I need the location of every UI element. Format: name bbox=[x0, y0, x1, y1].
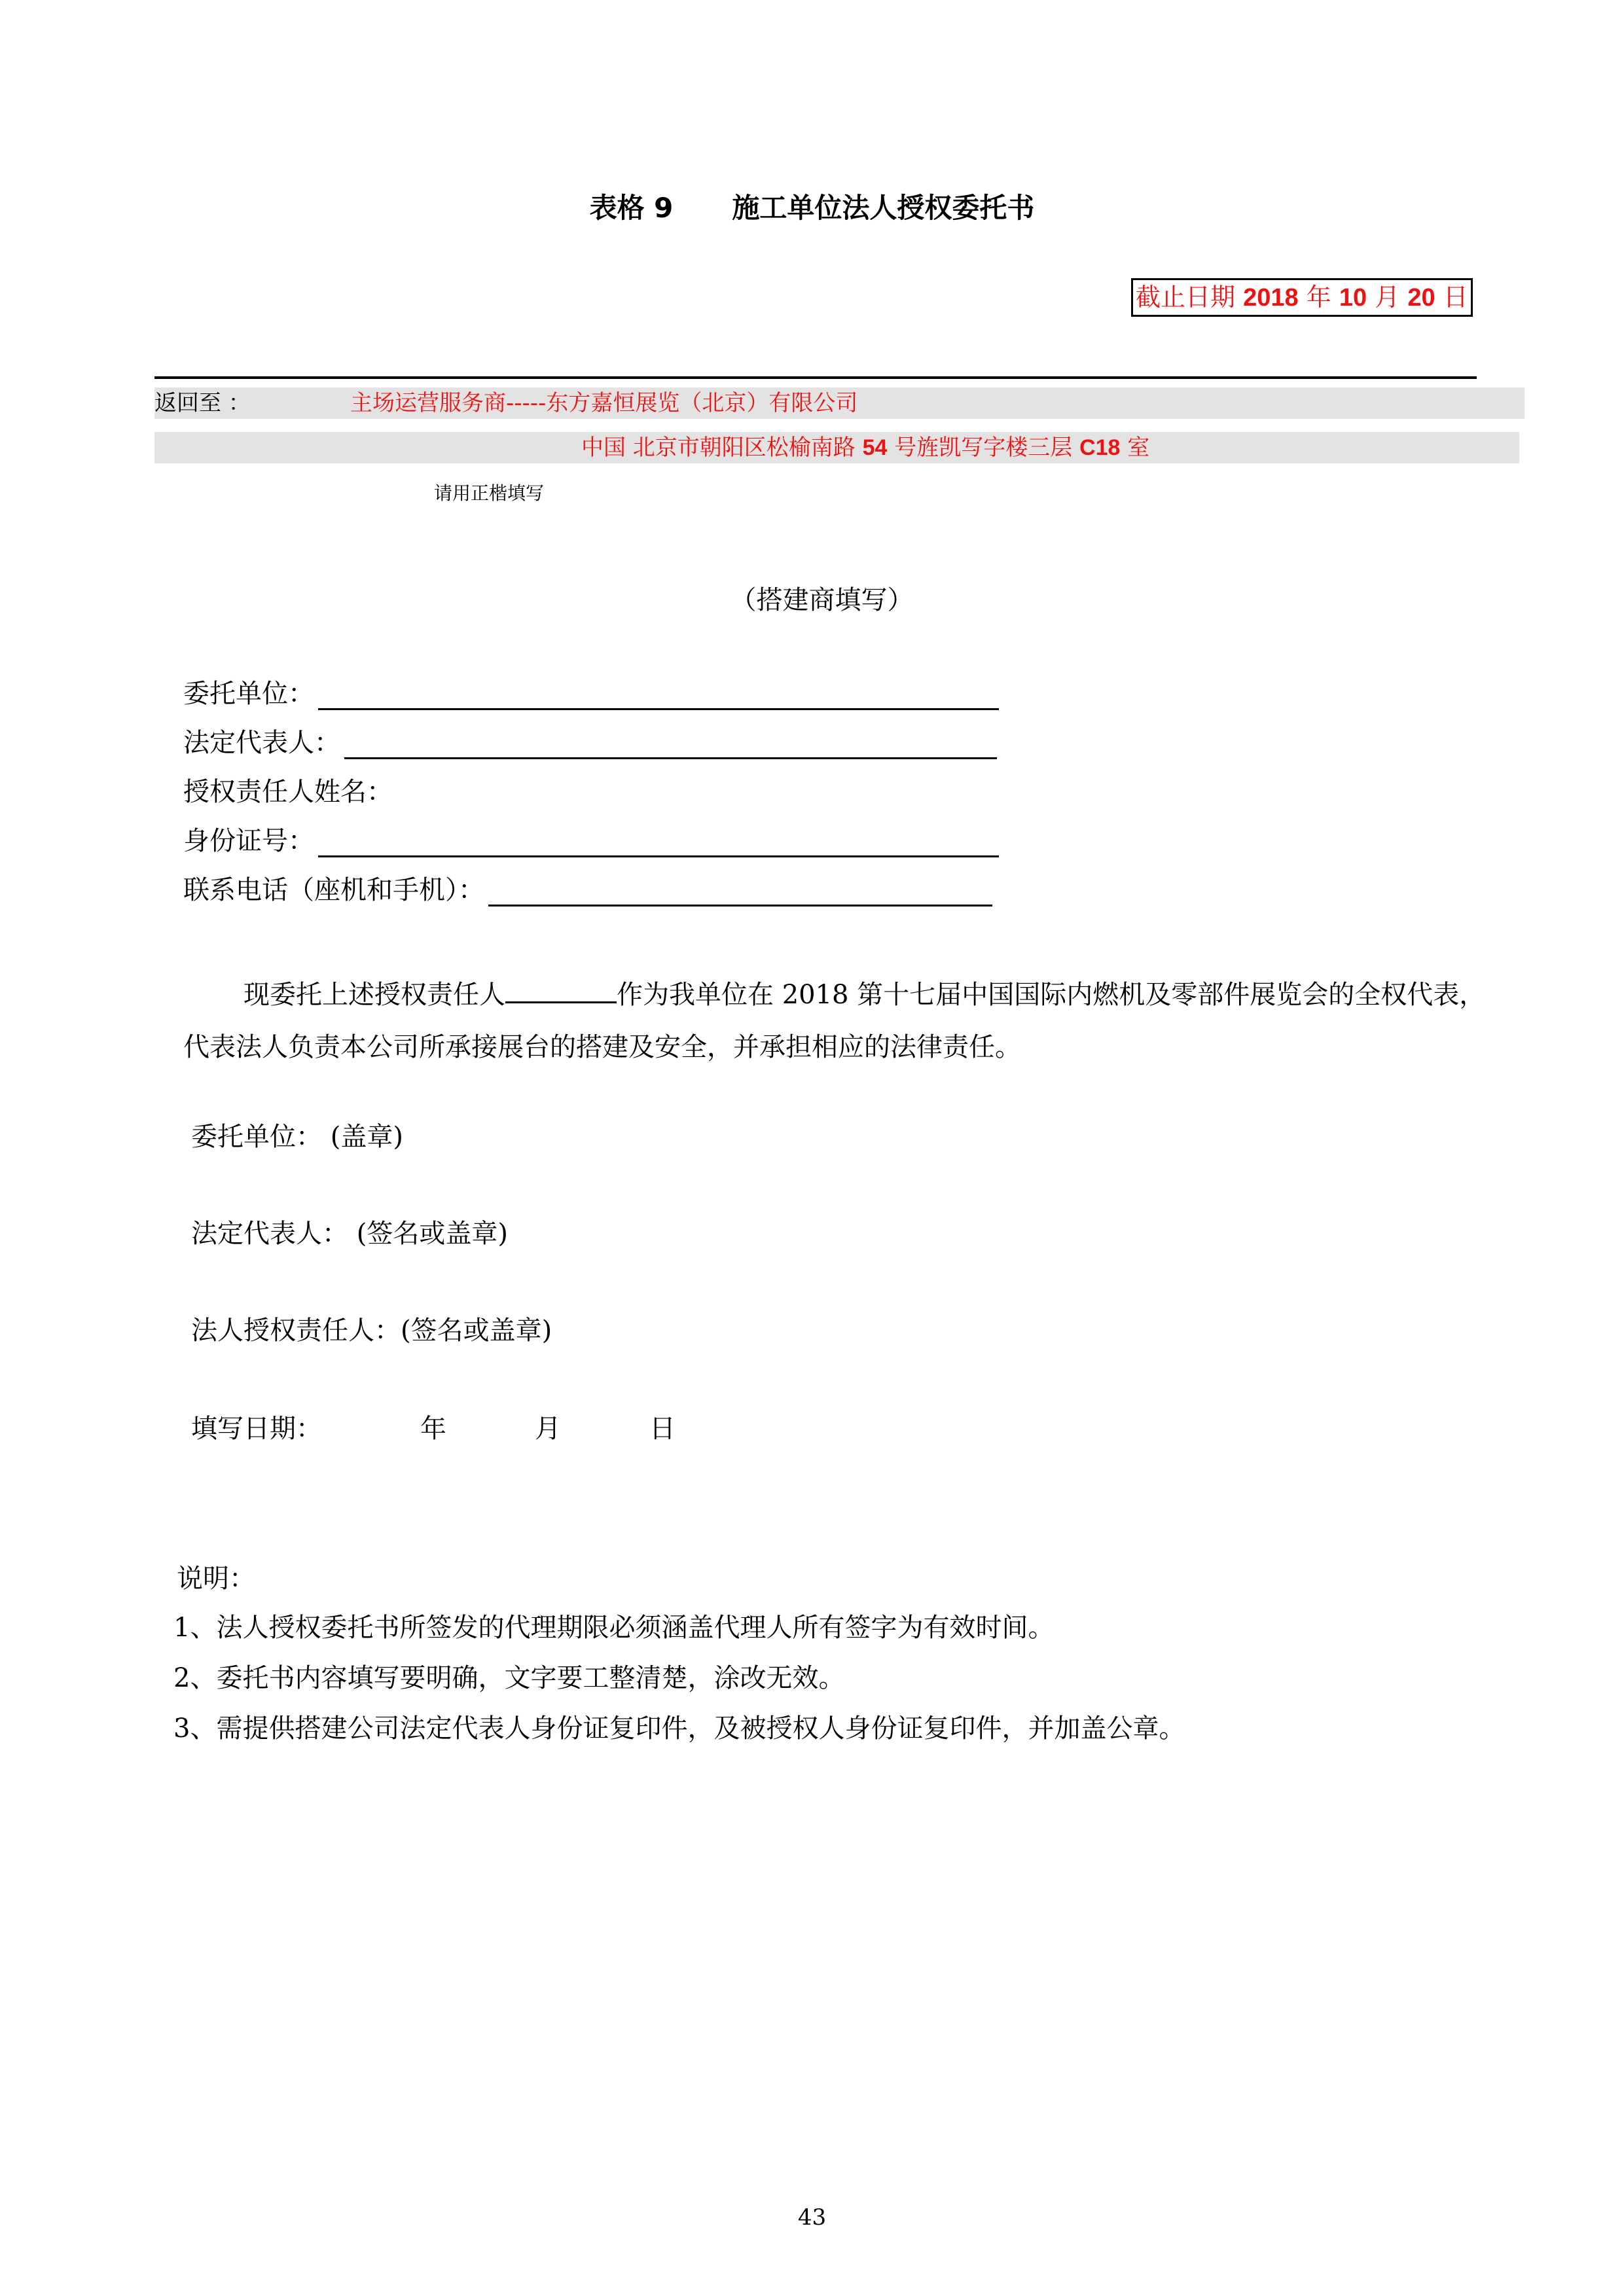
handwriting-hint: 请用正楷填写 bbox=[434, 482, 545, 504]
title-prefix: 表格 9 bbox=[589, 192, 674, 224]
signature-label: 法定代表人： bbox=[191, 1219, 348, 1249]
signature-entrusting-unit bbox=[191, 1121, 403, 1153]
authorized-person-blank[interactable] bbox=[505, 978, 617, 1003]
deadline-label: 截止日期 bbox=[1136, 283, 1236, 312]
deadline-day: 20 bbox=[1407, 284, 1435, 312]
signature-authorized-person bbox=[191, 1314, 552, 1347]
deadline-year: 2018 bbox=[1243, 284, 1299, 312]
note-item: 2、委托书内容填写要明确，文字要工整清楚，涂改无效。 bbox=[173, 1663, 845, 1693]
return-to-label: 返回至 ： bbox=[154, 390, 251, 416]
fill-date-month: 月 bbox=[535, 1414, 561, 1444]
id-number-input[interactable] bbox=[318, 831, 999, 857]
signature-label: 委托单位： bbox=[191, 1122, 322, 1152]
paragraph-before-blank: 现委托上述授权责任人 bbox=[244, 980, 505, 1010]
field-contact-phone bbox=[183, 874, 992, 906]
field-label: 身份证号： bbox=[183, 826, 314, 856]
address-part2: 号旌凯写字楼三层 bbox=[887, 435, 1080, 461]
title-main: 施工单位法人授权委托书 bbox=[732, 192, 1035, 224]
deadline-month-unit: 月 bbox=[1375, 283, 1400, 312]
address-part3: 室 bbox=[1120, 435, 1150, 461]
field-legal-representative bbox=[183, 726, 997, 759]
legal-representative-input[interactable] bbox=[344, 732, 997, 759]
field-label: 授权责任人姓名： bbox=[183, 777, 393, 807]
return-to-company: 主场运营服务商-----东方嘉恒展览（北京）有限公司 bbox=[350, 390, 858, 416]
deadline-box bbox=[1131, 278, 1473, 317]
field-label: 委托单位： bbox=[183, 679, 314, 709]
signature-note: (签名或盖章) bbox=[356, 1219, 508, 1249]
entrusting-unit-input[interactable] bbox=[318, 683, 999, 710]
field-label: 联系电话（座机和手机）： bbox=[183, 875, 484, 905]
authorization-paragraph bbox=[183, 969, 1486, 1073]
fill-date-label: 填写日期： bbox=[191, 1414, 322, 1444]
deadline-year-unit: 年 bbox=[1306, 283, 1331, 312]
address-number: 54 bbox=[862, 435, 888, 460]
signature-label: 法人授权责任人： bbox=[191, 1316, 401, 1346]
document-title bbox=[0, 187, 1624, 226]
deadline-month: 10 bbox=[1339, 284, 1367, 312]
fill-date-day: 日 bbox=[649, 1414, 676, 1444]
signature-note: (盖章) bbox=[330, 1122, 403, 1152]
note-item: 1、法人授权委托书所签发的代理期限必须涵盖代理人所有签字为有效时间。 bbox=[173, 1613, 1055, 1643]
signature-legal-representative bbox=[191, 1217, 508, 1250]
address-part1: 中国 北京市朝阳区松榆南路 bbox=[581, 435, 863, 461]
builder-fill-heading: （搭建商填写） bbox=[730, 585, 914, 615]
horizontal-rule bbox=[154, 376, 1477, 379]
deadline-day-unit: 日 bbox=[1443, 283, 1468, 312]
return-to-address bbox=[581, 433, 1149, 463]
fill-date bbox=[191, 1412, 676, 1445]
field-entrusting-unit bbox=[183, 677, 999, 710]
field-label: 法定代表人： bbox=[183, 728, 340, 758]
notes-title: 说明： bbox=[177, 1564, 255, 1594]
paragraph-after-blank: 作为我单位在 2018 第十七届中国国际内燃机及零部件展览会的全权代表，代表法人负责本公司所承接展台的搭建及安全，并承担相应的法律责任。 bbox=[183, 980, 1486, 1062]
field-authorized-person-name bbox=[183, 776, 393, 808]
field-id-number bbox=[183, 825, 999, 857]
page-number: 43 bbox=[797, 2204, 827, 2231]
signature-note: (签名或盖章) bbox=[401, 1316, 552, 1346]
address-room: C18 bbox=[1079, 435, 1121, 460]
fill-date-year: 年 bbox=[420, 1414, 446, 1444]
contact-phone-input[interactable] bbox=[488, 880, 992, 906]
note-item: 3、需提供搭建公司法定代表人身份证复印件，及被授权人身份证复印件，并加盖公章。 bbox=[173, 1713, 1185, 1744]
